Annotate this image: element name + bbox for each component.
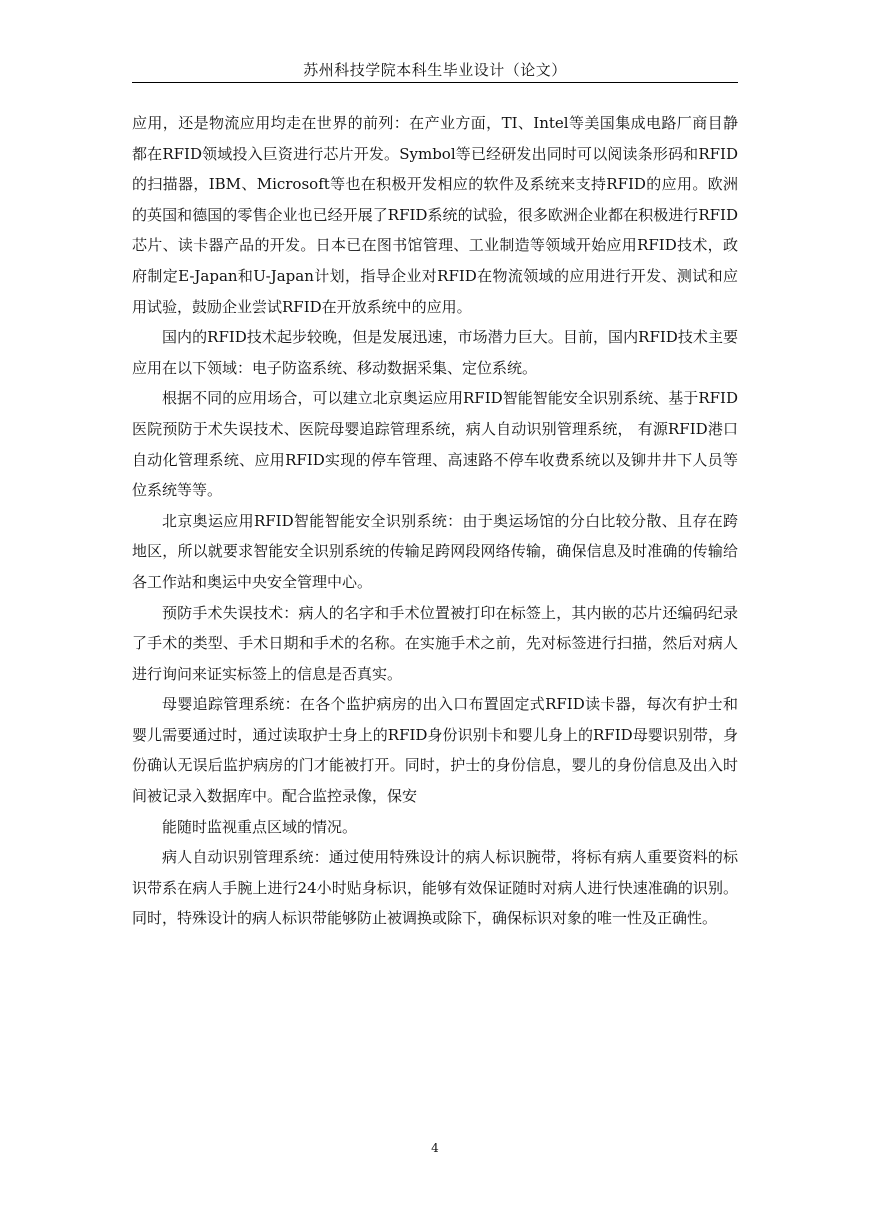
page-header: 苏州科技学院本科生毕业设计（论文） bbox=[303, 61, 567, 79]
paragraph-domestic-rfid: 国内的RFID技术起步较晚，但是发展迅速，市场潜力巨大。目前，国内RFID技术主要应用在以下领域：电子防盗系统、移动数据采集、定位系统。 bbox=[132, 328, 738, 377]
paragraph-application-scenarios: 根据不同的应用场合，可以建立北京奥运应用RFID智能智能安全识别系统、基于RFID医院预防于术失误技术、医院母婴追踪管理系统，病人自动识别管理系统， 有源RFID港口自动化管理系统、应用RFID实现的停车管理、高速路不停车收费系统以及铆井井下人员等位系统等等。 bbox=[132, 389, 738, 500]
page-number: 4 bbox=[431, 1141, 439, 1155]
paragraph-monitoring-continuation: 能随时监视重点区域的情况。 bbox=[162, 817, 358, 836]
header-divider bbox=[132, 82, 738, 83]
paragraph-surgery-error-prevention: 预防手术失误技术：病人的名字和手术位置被打印在标签上，其内嵌的芯片还编码纪录了手术的类型、手术日期和手术的名称。在实施手术之前，先对标签进行扫描，然后对病人进行询问来证实标签上的信息是否真实。 bbox=[132, 603, 738, 683]
document-body bbox=[132, 108, 738, 934]
paragraph-olympic-security: 北京奥运应用RFID智能智能安全识别系统：由于奥运场馆的分白比较分散、且存在跨地区，所以就要求智能安全识别系统的传输足跨网段网络传输，确保信息及时准确的传输给各工作站和奥运中央安全管理中心。 bbox=[132, 511, 738, 591]
paragraph-mother-infant-tracking: 母婴追踪管理系统：在各个监护病房的出入口布置固定式RFID读卡器，每次有护士和婴儿需要通过时，通过读取护士身上的RFID身份识别卡和婴儿身上的RFID母婴识别带，身份确认无误后监护病房的门才能被打开。同时，护士的身份信息，婴儿的身份信息及出入时间被记录入数据库中。配合监控录像，保安 bbox=[132, 695, 738, 806]
paragraph-patient-identification: 病人自动识别管理系统：通过使用特殊设计的病人标识腕带，将标有病人重要资料的标识带系在病人手腕上进行24小时贴身标识，能够有效保证随时对病人进行快速准确的识别。同时，特殊设计的病人标识带能够防止被调换或除下，确保标识对象的唯一性及正确性。 bbox=[132, 848, 738, 928]
paragraph-international-rfid: 应用，还是物流应用均走在世界的前列：在产业方面，TI、Intel等美国集成电路厂商目静都在RFID领域投入巨资进行芯片开发。Symbol等已经研发出同时可以阅读条形码和RFID的扫描器，IBM、Microsoft等也在积极开发相应的软件及系统来支持RFID的应用。欧洲的英国和德国的零售企业也已经开展了RFID系统的试验，很多欧洲企业都在积极进行RFID芯片、读卡器产品的开发。日本已在图书馆管理、工业制造等领域开始应用RFID技术，政府制定E-Japan和U-Japan计划，指导企业对RFID在物流领域的应用进行开发、测试和应用试验，鼓励企业尝试RFID在开放系统中的应用。 bbox=[132, 114, 738, 316]
